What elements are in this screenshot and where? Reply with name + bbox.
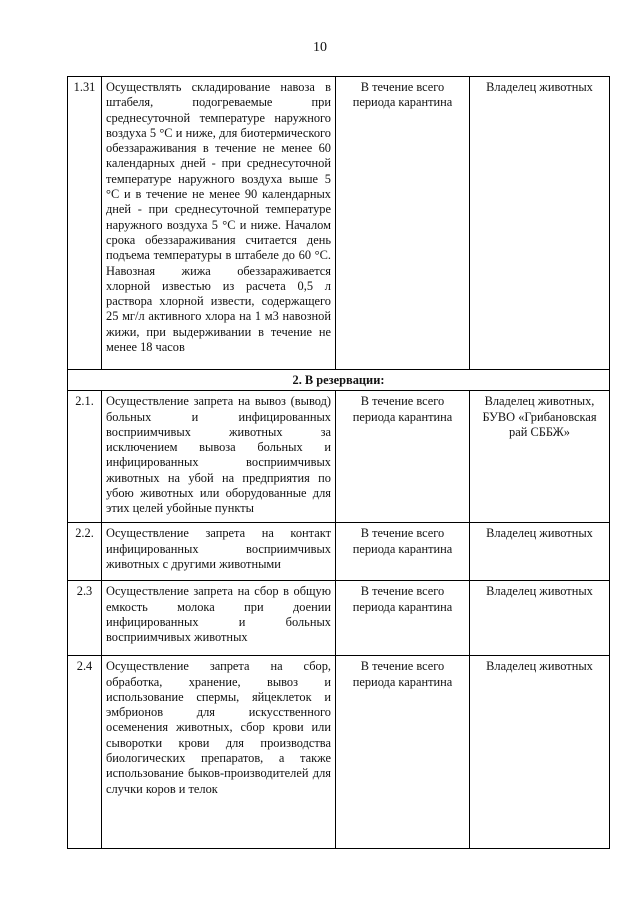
row-action: Осуществление запрета на вывоз (вывод) больных и инфицированных восприимчивых животных за исключением вывоза больных и инфицированных восприимчивых животных на убой на предприятия по убою животных или оборудованные для этих целей убойные пункты (102, 391, 336, 523)
row-responsible: Владелец животных (470, 581, 610, 656)
row-number: 1.31 (68, 77, 102, 370)
section-row (68, 370, 610, 391)
row-term: В течение всего периода карантина (336, 77, 470, 370)
row-number: 2.3 (68, 581, 102, 656)
row-term: В течение всего периода карантина (336, 391, 470, 523)
table-row (68, 523, 610, 581)
measures-table (67, 76, 610, 849)
row-responsible: Владелец животных (470, 523, 610, 581)
table-row (68, 391, 610, 523)
row-number: 2.1. (68, 391, 102, 523)
row-term: В течение всего периода карантина (336, 523, 470, 581)
row-action: Осуществление запрета на сбор, обработка, хранение, вывоз и использование спермы, яйцеклеток и эмбрионов для искусственного осеменения животных, сбор крови или сыворотки крови для производства биологических препаратов, а также использование быков-производителей для случки коров и телок (102, 656, 336, 849)
row-responsible: Владелец животных (470, 77, 610, 370)
section-title: 2. В резервации: (68, 370, 610, 391)
row-action: Осуществлять складирование навоза в штабеля, подогреваемые при среднесуточной температуре наружного воздуха 5 °С и ниже, для биотермического обеззараживания в течение не менее 60 календарных дней - при среднесуточной температуре наружного воздуха выше 5 °С и в течение не менее 90 календарных дней - при среднесуточной температуре наружного воздуха 5 °С и ниже. Началом срока обеззараживания считается день подъема температуры в штабеле до 60 °С. Навозная жижа обеззараживается хлорной известью из расчета 0,5 л раствора хлорной извести, содержащего 25 мг/л активного хлора на 1 м3 навозной жижи, при выдерживании в течение не менее 18 часов (102, 77, 336, 370)
table-row (68, 77, 610, 370)
table-row (68, 656, 610, 849)
page-number: 10 (313, 40, 327, 55)
row-action: Осуществление запрета на контакт инфицированных восприимчивых животных с другими животными (102, 523, 336, 581)
row-responsible: Владелец животных (470, 656, 610, 849)
row-number: 2.2. (68, 523, 102, 581)
row-term: В течение всего периода карантина (336, 581, 470, 656)
row-action: Осуществление запрета на сбор в общую емкость молока при доении инфицированных и больных восприимчивых животных (102, 581, 336, 656)
table-row (68, 581, 610, 656)
row-term: В течение всего периода карантина (336, 656, 470, 849)
row-responsible: Владелец животных, БУВО «Грибановская рай СББЖ» (470, 391, 610, 523)
row-number: 2.4 (68, 656, 102, 849)
